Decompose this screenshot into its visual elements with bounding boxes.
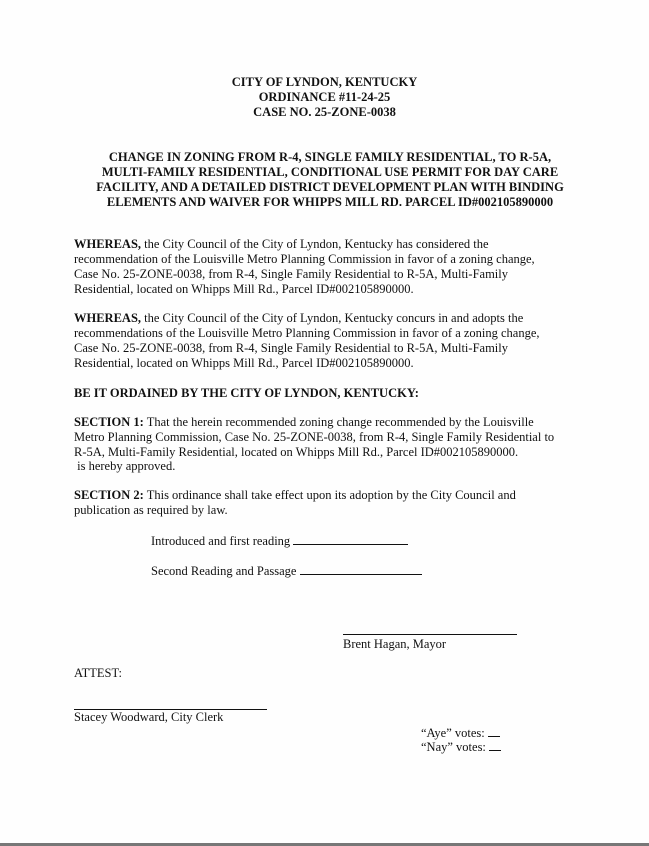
section-1-line: R-5A, Multi-Family Residential, located on Whipps Mill Rd., Parcel ID#002105890000. — [74, 445, 519, 459]
first-reading-row — [151, 533, 408, 549]
section-2-label: SECTION 2: — [74, 488, 144, 502]
headline-line: MULTI-FAMILY RESIDENTIAL, CONDITIONAL USE PERMIT FOR DAY CARE — [101, 165, 559, 179]
aye-votes-blank — [488, 725, 500, 737]
city-title: CITY OF LYNDON, KENTUCKY — [231, 75, 418, 89]
whereas-paragraph-1-line: recommendation of the Louisville Metro Planning Commission in favor of a zoning change, — [74, 252, 535, 266]
mayor-name: Brent Hagan, Mayor — [343, 637, 447, 651]
section-1-line — [74, 415, 534, 430]
second-reading-row — [151, 563, 422, 579]
first-reading-label: Introduced and first reading — [151, 534, 291, 548]
nay-votes-blank — [489, 739, 501, 751]
text: This ordinance shall take effect upon its adoption by the City Council and — [143, 488, 516, 502]
section-1-line: Metro Planning Commission, Case No. 25-ZONE-0038, from R-4, Single Family Residential to — [74, 430, 555, 444]
headline-line: CHANGE IN ZONING FROM R-4, SINGLE FAMILY RESIDENTIAL, TO R-5A, — [108, 150, 552, 164]
second-reading-blank — [300, 563, 422, 575]
attest-label: ATTEST: — [74, 666, 122, 680]
second-reading-label: Second Reading and Passage — [151, 564, 297, 578]
section-1-line: is hereby approved. — [74, 459, 176, 473]
whereas-paragraph-2-line: Case No. 25-ZONE-0038, from R-4, Single Family Residential to R-5A, Multi-Family — [74, 341, 508, 355]
text: the City Council of the City of Lyndon, Kentucky concurs in and adopts the — [141, 311, 524, 325]
whereas-paragraph-1-line: Residential, located on Whipps Mill Rd., Parcel ID#002105890000. — [74, 282, 414, 296]
text: That the herein recommended zoning change recommended by the Louisville — [143, 415, 534, 429]
whereas-label: WHEREAS, — [74, 237, 142, 251]
section-2-line: publication as required by law. — [74, 503, 228, 517]
aye-votes-label: “Aye” votes: — [421, 726, 485, 740]
headline-line: ELEMENTS AND WAIVER FOR WHIPPS MILL RD. PARCEL ID#002105890000 — [106, 195, 554, 209]
whereas-paragraph-1-line: Case No. 25-ZONE-0038, from R-4, Single Family Residential to R-5A, Multi-Family — [74, 267, 508, 281]
whereas-paragraph-1-line — [74, 237, 489, 252]
nay-votes-row — [421, 739, 501, 755]
mayor-signature-line — [343, 634, 517, 635]
section-1-label: SECTION 1: — [74, 415, 144, 429]
whereas-paragraph-2-line: Residential, located on Whipps Mill Rd., Parcel ID#002105890000. — [74, 356, 414, 370]
clerk-name: Stacey Woodward, City Clerk — [74, 710, 224, 724]
whereas-paragraph-2-line: recommendations of the Louisville Metro Planning Commission in favor of a zoning change, — [74, 326, 540, 340]
nay-votes-label: “Nay” votes: — [421, 740, 486, 754]
case-number: CASE NO. 25-ZONE-0038 — [253, 105, 396, 119]
section-2-line — [74, 488, 516, 503]
first-reading-blank — [293, 533, 408, 545]
whereas-paragraph-2-line — [74, 311, 523, 326]
headline-line: FACILITY, AND A DETAILED DISTRICT DEVELOPMENT PLAN WITH BINDING — [96, 180, 564, 194]
ordained-heading: BE IT ORDAINED BY THE CITY OF LYNDON, KENTUCKY: — [74, 386, 419, 400]
whereas-label: WHEREAS, — [74, 311, 142, 325]
ordinance-number: ORDINANCE #11-24-25 — [258, 90, 391, 104]
text: the City Council of the City of Lyndon, Kentucky has considered the — [141, 237, 489, 251]
